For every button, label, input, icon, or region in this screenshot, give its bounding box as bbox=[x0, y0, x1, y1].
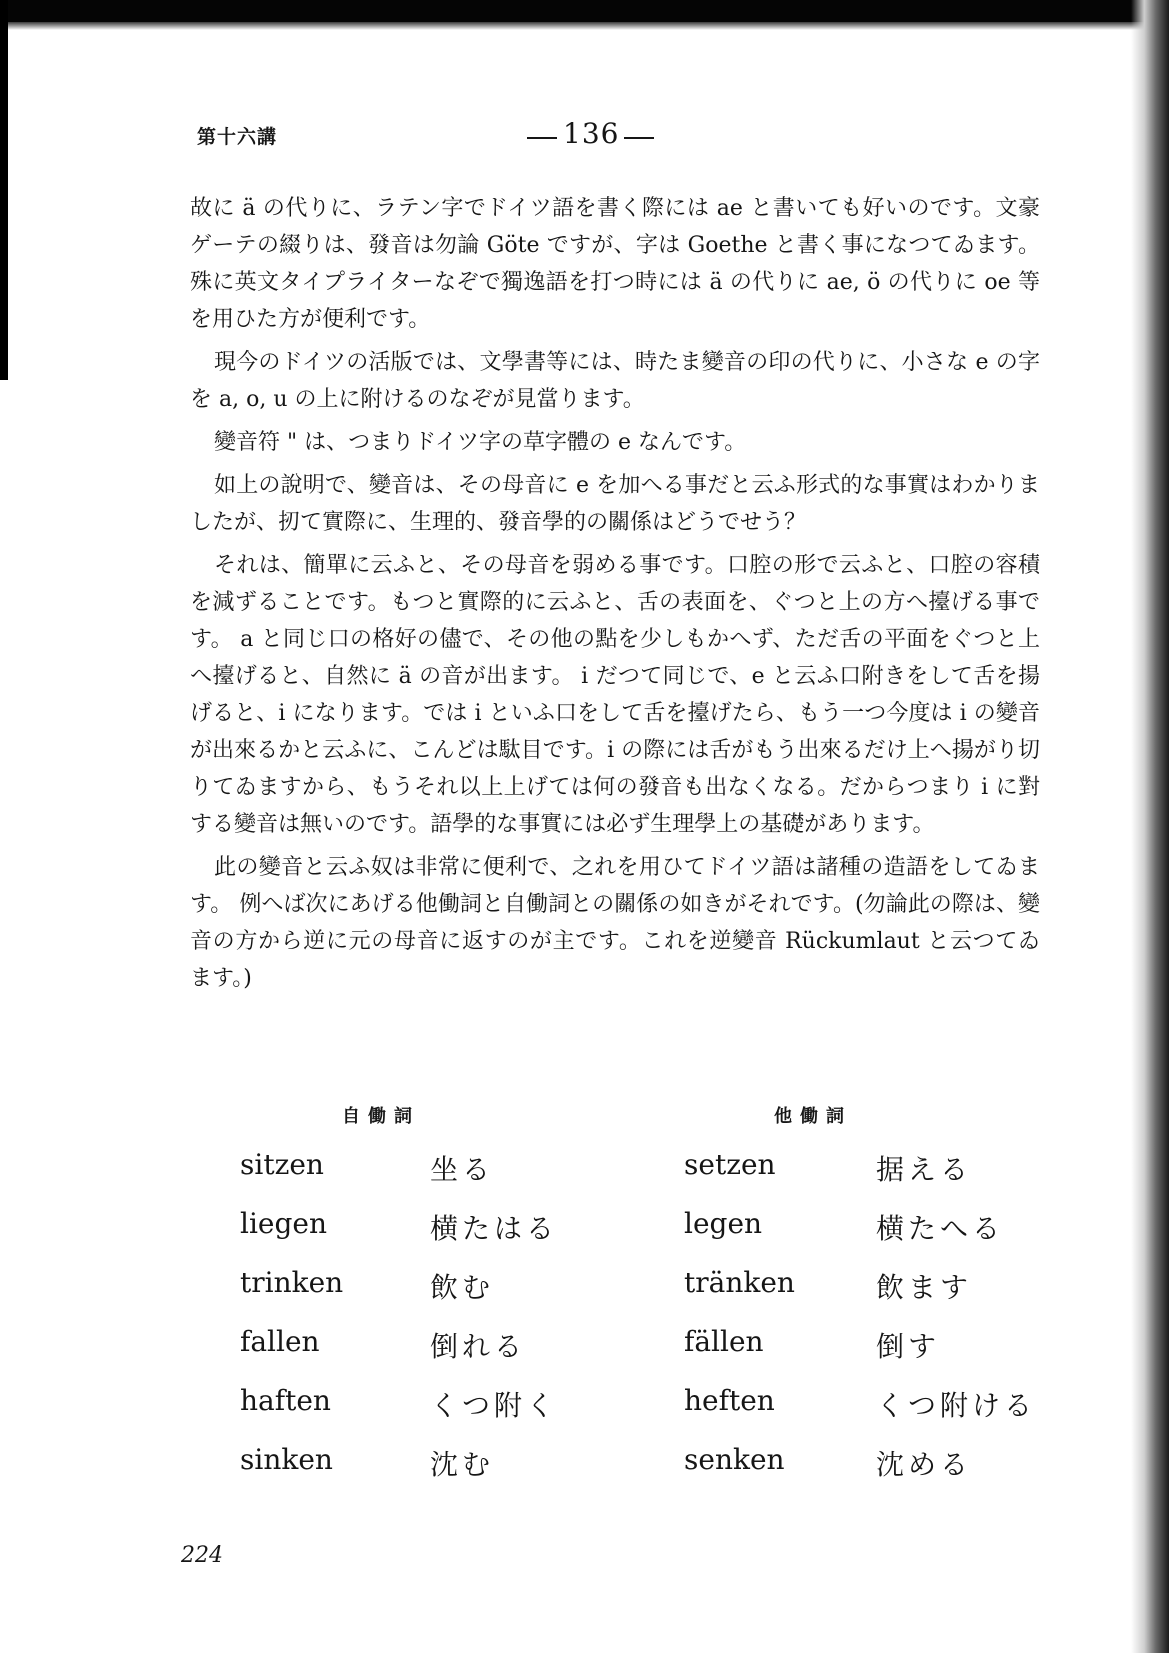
german-intransitive: sinken bbox=[240, 1443, 333, 1476]
table-row bbox=[240, 1325, 1040, 1384]
header-dash-right bbox=[624, 137, 654, 139]
german-transitive: setzen bbox=[684, 1148, 776, 1181]
table-row bbox=[240, 1384, 1040, 1443]
table-row bbox=[240, 1266, 1040, 1325]
paragraph: それは、簡單に云ふと、その母音を弱める事です。口腔の形で云ふと、口腔の容積を減ずることです。もつと實際的に云ふと、舌の表面を、ぐつと上の方へ擡げる事です。 a と同じ口の格好の儘で、その他の點を少しもかへず、ただ舌の平面をぐつと上へ擡げると、自然に ä の音が出ます。 i だつて同じで、e と云ふ口附きをして舌を揚げると、i になります。では i といふ口をして舌を擡げたら、もう一つ今度は i の變音が出來るかと云ふに、こんどは駄目です。i の際には舌がもう出來るだけ上へ揚がり切りてゐますから、もうそれ以上上げては何の發音も出なくなる。だからつまり i に對する變音は無いのです。語學的な事實には必ず生理學上の基礎があります。 bbox=[190, 553, 1040, 837]
japanese-transitive: 飲ます bbox=[876, 1271, 973, 1304]
header-dash-left bbox=[527, 137, 557, 139]
japanese-intransitive: くつ附く bbox=[430, 1389, 559, 1422]
verb-table bbox=[240, 1148, 1040, 1502]
table-row bbox=[240, 1207, 1040, 1266]
paragraph: 故に ä の代りに、ラテン字でドイツ語を書く際には ae と書いても好いのです。文豪ゲーテの綴りは、發音は勿論 Göte ですが、字は Goethe と書く事になつてゐます。殊に英文タイプライターなぞで獨逸語を打つ時には ä の代りに ae, ö の代りに oe 等を用ひた方が便利です。 bbox=[190, 196, 1040, 332]
chapter-heading: 第十六講 bbox=[197, 126, 278, 148]
japanese-intransitive: 沈む bbox=[430, 1448, 495, 1481]
german-intransitive: liegen bbox=[240, 1207, 328, 1240]
german-transitive: tränken bbox=[684, 1266, 795, 1299]
german-transitive: legen bbox=[684, 1207, 763, 1240]
japanese-transitive: 据える bbox=[876, 1153, 973, 1186]
german-intransitive: sitzen bbox=[240, 1148, 324, 1181]
japanese-intransitive: 飲む bbox=[430, 1271, 495, 1304]
german-transitive: senken bbox=[684, 1443, 785, 1476]
body-text bbox=[190, 190, 1040, 1003]
japanese-intransitive: 倒れる bbox=[430, 1330, 527, 1363]
page-number: 136 bbox=[563, 117, 620, 150]
german-intransitive: fallen bbox=[240, 1325, 320, 1358]
german-transitive: heften bbox=[684, 1384, 775, 1417]
japanese-transitive: 横たへる bbox=[876, 1212, 1005, 1245]
german-transitive: fällen bbox=[684, 1325, 764, 1358]
japanese-transitive: くつ附ける bbox=[876, 1389, 1037, 1422]
transitive-header: 他働詞 bbox=[774, 1106, 852, 1127]
table-row bbox=[240, 1148, 1040, 1207]
paragraph: 此の變音と云ふ奴は非常に便利で、之れを用ひてドイツ語は諸種の造語をしてゐます。 例へば次にあげる他働詞と自働詞との關係の如きがそれです。(勿論此の際は、變音の方から逆に元の母音に返すのが主です。これを逆變音 Rückumlaut と云つてゐます。) bbox=[190, 855, 1040, 991]
japanese-intransitive: 横たはる bbox=[430, 1212, 559, 1245]
japanese-transitive: 沈める bbox=[876, 1448, 973, 1481]
paragraph: 變音符 " は、つまりドイツ字の草字體の e なんです。 bbox=[214, 430, 747, 455]
intransitive-header: 自働詞 bbox=[342, 1106, 420, 1127]
german-intransitive: haften bbox=[240, 1384, 331, 1417]
japanese-transitive: 倒す bbox=[876, 1330, 941, 1363]
japanese-intransitive: 坐る bbox=[430, 1153, 495, 1186]
paragraph: 如上の說明で、變音は、その母音に e を加へる事だと云ふ形式的な事實はわかりましたが、扨て實際に、生理的、發音學的の關係はどうでせう？ bbox=[190, 473, 1040, 535]
table-row bbox=[240, 1443, 1040, 1502]
footer-page-number: 224 bbox=[181, 1543, 223, 1568]
german-intransitive: trinken bbox=[240, 1266, 344, 1299]
paragraph: 現今のドイツの活版では、文學書等には、時たま變音の印の代りに、小さな e の字を a, o, u の上に附けるのなぞが見當ります。 bbox=[190, 350, 1040, 412]
